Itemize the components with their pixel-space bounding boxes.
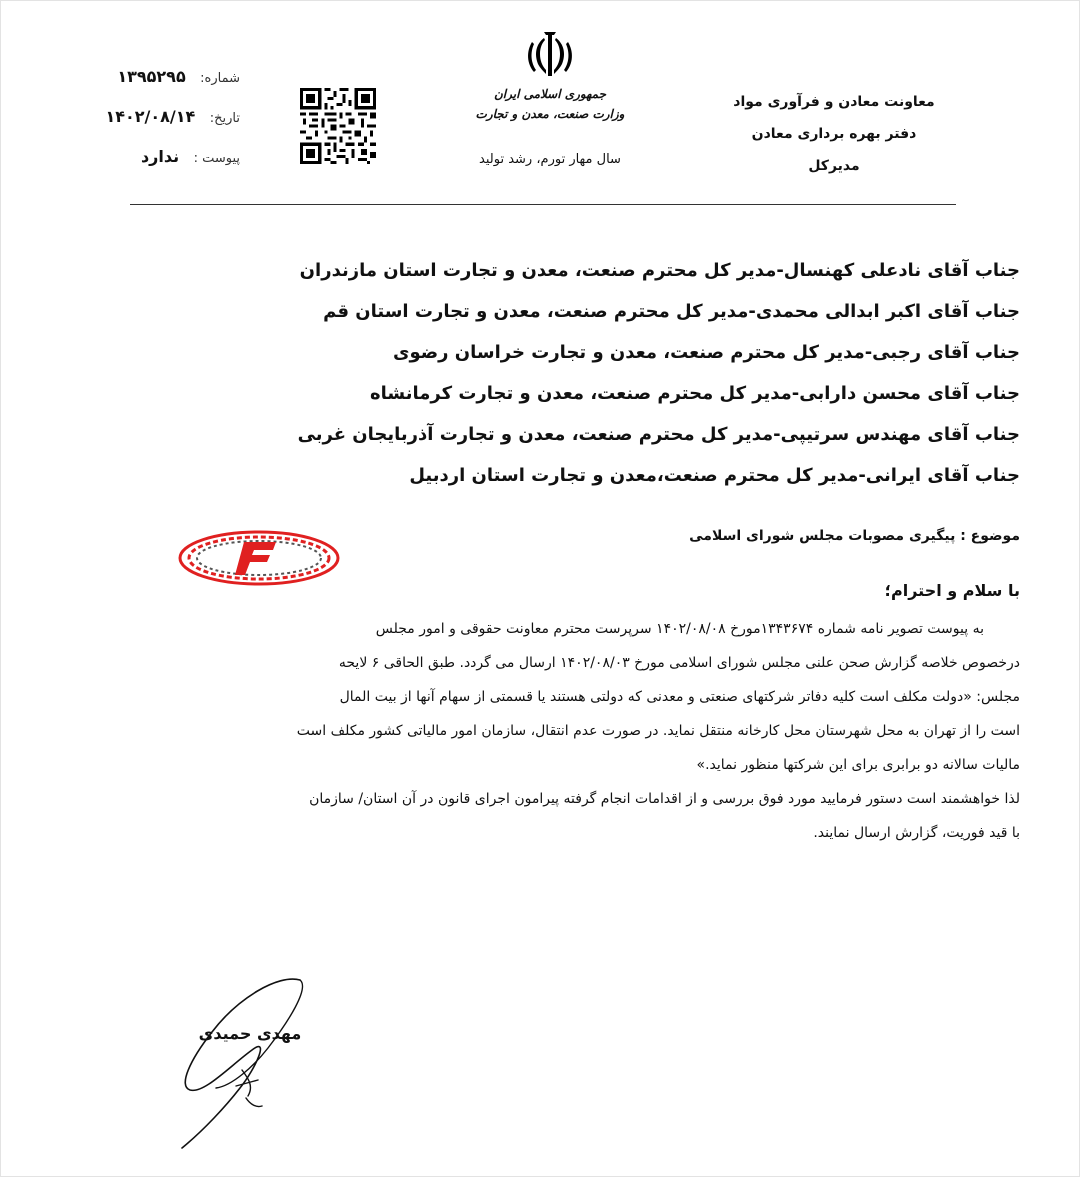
ministry-line-ministry: وزارت صنعت، معدن و تجارت (475, 107, 625, 121)
letter-body (70, 612, 1020, 850)
body-line: به پیوست تصویر نامه شماره ۱۳۴۳۶۷۴مورخ ۱۴۰۲/۰۸/۰۸ سرپرست محترم معاونت حقوقی و امور مجلس (375, 621, 984, 637)
letter-meta (70, 62, 240, 182)
recipient-line: جناب آقای نادعلی کهنسال-مدیر کل محترم صنعت، معدن و تجارت استان مازندران (299, 260, 1020, 281)
office-line-title: مدیرکل (808, 158, 860, 174)
letter-attachment-value: ندارد (140, 147, 180, 166)
recipient-line: جناب آقای اکبر ابدالی محمدی-مدیر کل محترم صنعت، معدن و تجارت استان قم (323, 301, 1020, 322)
letter-date-label: تاریخ: (209, 111, 240, 126)
issuing-office (714, 86, 954, 182)
iran-emblem-icon (522, 28, 578, 84)
body-line: لذا خواهشمند است دستور فرمایید مورد فوق بررسی و از اقدامات انجام گرفته پیرامون اجرای قانون در آن استان/ سازمان (309, 791, 1020, 807)
recipient-line: جناب آقای رجبی-مدیر کل محترم صنعت، معدن و تجارت خراسان رضوی (393, 342, 1020, 363)
office-line-bureau: دفتر بهره برداری معادن (751, 126, 917, 142)
letter-subject: موضوع : پیگیری مصوبات مجلس شورای اسلامی (689, 528, 1020, 544)
recipient-line: جناب آقای مهندس سرتیپی-مدیر کل محترم صنعت، معدن و تجارت آذربایجان غربی (297, 424, 1020, 445)
letter-date-value: ۱۴۰۲/۰۸/۱۴ (105, 107, 196, 126)
year-slogan: سال مهار تورم، رشد تولید (479, 152, 621, 167)
body-line: با قید فوریت، گزارش ارسال نمایند. (813, 825, 1020, 841)
letter-attachment-label: پیوست : (193, 151, 240, 166)
recipient-line: جناب آقای ایرانی-مدیر کل محترم صنعت،معدن و تجارت استان اردبیل (409, 465, 1020, 486)
letter-number-value: ۱۳۹۵۲۹۵ (117, 67, 186, 86)
letterhead-emblem-block (450, 20, 650, 180)
header-divider (130, 204, 956, 205)
salutation: با سلام و احترام؛ (884, 581, 1020, 600)
recipient-line: جناب آقای محسن دارابی-مدیر کل محترم صنعت، معدن و تجارت کرمانشاه (370, 383, 1020, 404)
recipient-list (220, 250, 1020, 496)
letter-number-row (70, 62, 240, 102)
body-line: است را از تهران به محل شهرستان محل کارخانه منتقل نماید. در صورت عدم انتقال، سازمان امور مالیاتی کشور مکلف است (296, 723, 1020, 739)
publisher-logo-icon (178, 530, 340, 586)
body-line: درخصوص خلاصه گزارش صحن علنی مجلس شورای اسلامی مورخ ۱۴۰۲/۰۸/۰۳ ارسال می گردد. طبق الحاقی ۶ لایحه (338, 655, 1020, 671)
letter-attachment-row (70, 142, 240, 182)
ministry-name (450, 84, 650, 124)
ministry-line-republic: جمهوری اسلامی ایران (493, 87, 607, 101)
letter-number-label: شماره: (200, 71, 240, 86)
body-line: مجلس: «دولت مکلف است کلیه دفاتر شرکتهای صنعتی و معدنی که دولتی هستند یا قسمتی از سهام آنها از بیت المال (339, 689, 1020, 705)
qr-code-icon (300, 88, 376, 164)
letter-date-row (70, 102, 240, 142)
office-line-deputy: معاونت معادن و فرآوری مواد (733, 94, 935, 110)
signer-name: مهدی حمیدی (198, 1024, 302, 1043)
handwritten-signature (160, 968, 330, 1158)
body-line: مالیات سالانه دو برابری برای این شرکتها منظور نماید.» (696, 757, 1020, 773)
